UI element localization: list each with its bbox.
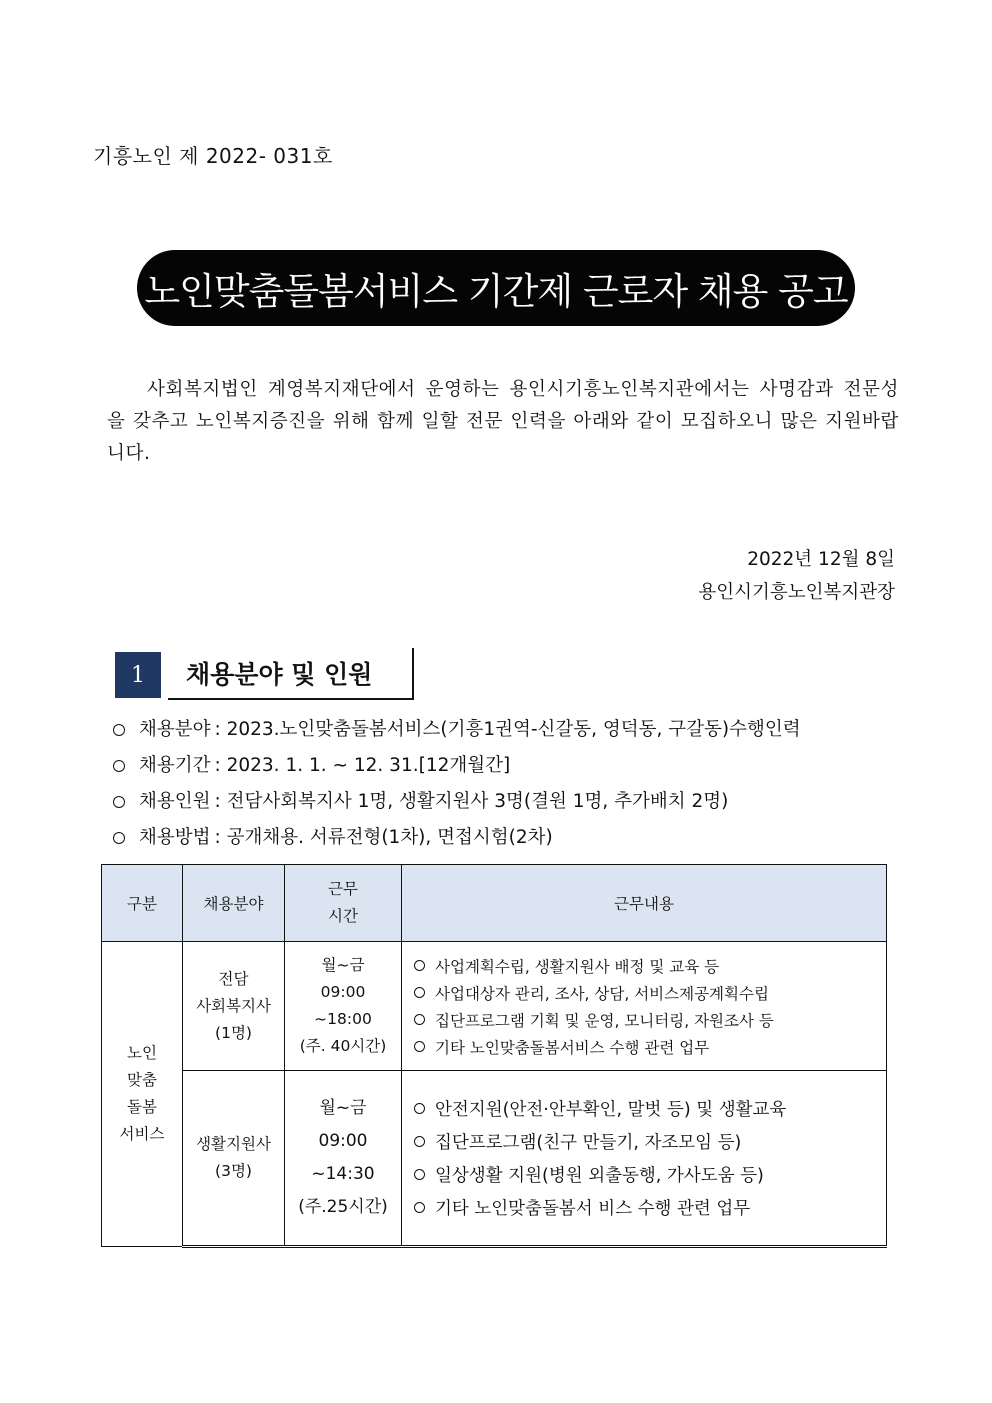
duty-text: 사업대상자 관리, 조사, 상담, 서비스제공계획수립 bbox=[435, 984, 769, 1003]
field-line: 생활지원사 bbox=[196, 1135, 271, 1153]
duty-item bbox=[414, 1092, 886, 1125]
item-value: : 공개채용. 서류전형(1차), 면접시험(2차) bbox=[214, 827, 553, 848]
category-line: 돌봄 bbox=[127, 1098, 157, 1116]
item-label: 채용분야 bbox=[139, 719, 211, 740]
table-header-row bbox=[102, 865, 887, 942]
category-line: 맞춤 bbox=[127, 1071, 157, 1089]
hours-line: ~14:30 bbox=[311, 1164, 375, 1184]
section-title: 채용분야 및 인원 bbox=[168, 648, 414, 700]
hours-line: 09:00 bbox=[318, 1131, 368, 1151]
item-value: : 2023. 1. 1. ~ 12. 31.[12개월간] bbox=[214, 755, 511, 776]
duty-text: 사업계획수립, 생활지원사 배정 및 교육 등 bbox=[435, 957, 720, 976]
field-line: 사회복지사 bbox=[196, 996, 271, 1015]
item-label: 채용방법 bbox=[139, 827, 211, 848]
header-field: 채용분야 bbox=[183, 865, 285, 942]
circle-bullet-icon bbox=[414, 1041, 425, 1052]
circle-bullet-icon bbox=[113, 832, 125, 844]
category-line: 노인 bbox=[127, 1044, 157, 1062]
hours-line: (주.25시간) bbox=[298, 1197, 388, 1217]
duty-item bbox=[414, 1033, 886, 1060]
field-line: (3명) bbox=[215, 1162, 252, 1180]
circle-bullet-icon bbox=[414, 1169, 425, 1180]
list-item bbox=[109, 748, 909, 784]
header-duties: 근무내용 bbox=[402, 865, 887, 942]
item-value: : 전담사회복지사 1명, 생활지원사 3명(결원 1명, 추가배치 2명) bbox=[214, 791, 729, 812]
circle-bullet-icon bbox=[414, 1103, 425, 1114]
page-title: 노인맞춤돌봄서비스 기간제 근로자 채용 공고 bbox=[144, 270, 848, 313]
hours-line: ~18:00 bbox=[314, 1010, 372, 1028]
duty-text: 기타 노인맞춤돌봄서비스 수행 관련 업무 bbox=[435, 1038, 710, 1057]
duties-cell bbox=[402, 942, 887, 1071]
circle-bullet-icon bbox=[113, 760, 125, 772]
category-line: 서비스 bbox=[119, 1125, 165, 1143]
duty-text: 기타 노인맞춤돌봄서 비스 수행 관련 업무 bbox=[435, 1199, 751, 1219]
document-number: 기흥노인 제 2022- 031호 bbox=[93, 144, 333, 168]
field-cell bbox=[183, 1071, 285, 1247]
field-line: (1명) bbox=[215, 1023, 252, 1042]
circle-bullet-icon bbox=[414, 987, 425, 998]
header-hours-line: 시간 bbox=[328, 907, 358, 925]
table-row bbox=[102, 942, 887, 1071]
duty-item bbox=[414, 1191, 886, 1224]
duty-text: 집단프로그램 기획 및 운영, 모니터링, 자원조사 등 bbox=[435, 1011, 774, 1030]
job-details-table bbox=[101, 864, 887, 1248]
category-cell bbox=[102, 942, 183, 1247]
duty-item bbox=[414, 1158, 886, 1191]
issuer-name: 용인시기흥노인복지관장 bbox=[698, 582, 895, 603]
header-hours-line: 근무 bbox=[328, 880, 358, 898]
header-category: 구분 bbox=[102, 865, 183, 942]
header-hours bbox=[285, 865, 402, 942]
hours-line: 월~금 bbox=[319, 1098, 367, 1118]
item-value: : 2023.노인맞춤돌봄서비스(기흥1권역-신갈동, 영덕동, 구갈동)수행인력 bbox=[214, 719, 801, 740]
duty-item bbox=[414, 1006, 886, 1033]
list-item bbox=[109, 820, 909, 856]
hours-cell bbox=[285, 942, 402, 1071]
hours-line: 월~금 bbox=[321, 956, 365, 974]
hours-line: (주. 40시간) bbox=[299, 1037, 387, 1055]
duty-item bbox=[414, 979, 886, 1006]
circle-bullet-icon bbox=[414, 1136, 425, 1147]
hours-line: 09:00 bbox=[320, 983, 366, 1001]
section-number-badge: 1 bbox=[115, 652, 161, 698]
list-item bbox=[109, 784, 909, 820]
recruitment-summary-list bbox=[109, 712, 909, 856]
duty-text: 안전지원(안전·안부확인, 말벗 등) 및 생활교육 bbox=[435, 1100, 787, 1120]
circle-bullet-icon bbox=[414, 1014, 425, 1025]
duty-text: 집단프로그램(친구 만들기, 자조모임 등) bbox=[435, 1133, 742, 1153]
circle-bullet-icon bbox=[113, 724, 125, 736]
item-label: 채용기간 bbox=[139, 755, 211, 776]
circle-bullet-icon bbox=[113, 796, 125, 808]
announcement-date: 2022년 12월 8일 bbox=[747, 549, 895, 570]
circle-bullet-icon bbox=[414, 960, 425, 971]
duty-item bbox=[414, 1125, 886, 1158]
intro-paragraph: 사회복지법인 계영복지재단에서 운영하는 용인시기흥노인복지관에서는 사명감과 전문성을 갖추고 노인복지증진을 위해 함께 일할 전문 인력을 아래와 같이 모집하오니 많은 지원바랍니다. bbox=[107, 379, 899, 464]
item-label: 채용인원 bbox=[139, 791, 211, 812]
duty-item bbox=[414, 952, 886, 979]
circle-bullet-icon bbox=[414, 1202, 425, 1213]
duty-text: 일상생활 지원(병원 외출동행, 가사도움 등) bbox=[435, 1166, 764, 1186]
field-cell bbox=[183, 942, 285, 1071]
title-banner bbox=[137, 250, 855, 326]
duties-cell bbox=[402, 1071, 887, 1247]
field-line: 전담 bbox=[218, 969, 249, 988]
table-row bbox=[102, 1071, 887, 1247]
hours-cell bbox=[285, 1071, 402, 1247]
list-item bbox=[109, 712, 909, 748]
